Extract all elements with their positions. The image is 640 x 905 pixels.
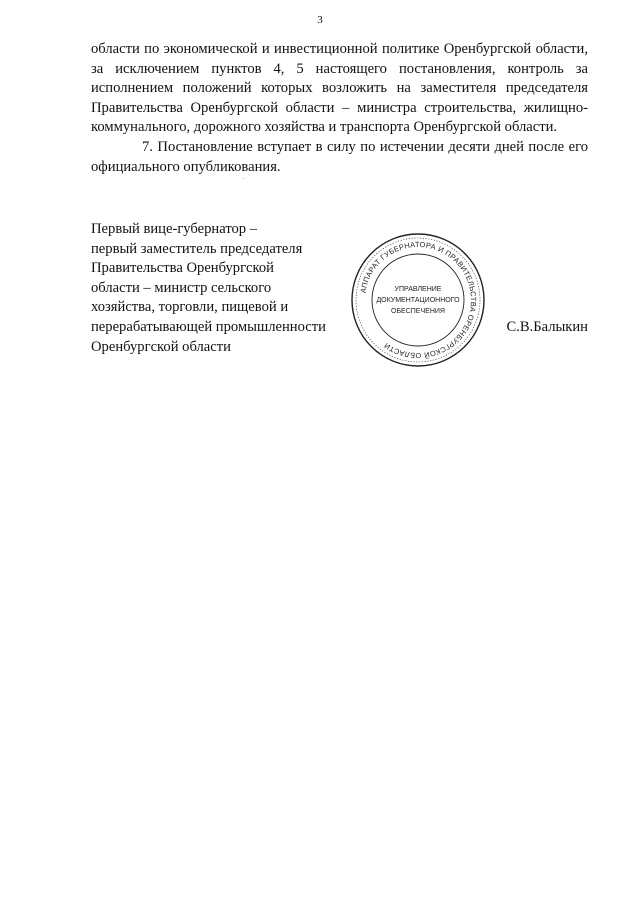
signatory-title-line: Правительства Оренбургской — [91, 260, 274, 277]
signatory-title-line: перерабатывающей промышленности — [91, 318, 326, 335]
signatory-title — [91, 220, 351, 357]
signatory-title-line: первый заместитель председателя — [91, 240, 303, 257]
scan-speck — [243, 178, 244, 179]
signatory-title-line: Оренбургской области — [91, 338, 231, 355]
seal-center-line: УПРАВЛЕНИЕ — [394, 286, 442, 293]
signatory-title-line: Первый вице-губернатор – — [91, 221, 258, 237]
paragraph-7: 7. Постановление вступает в силу по истечении десяти дней после его официального опубликования. — [91, 138, 588, 175]
signatory-title-line: хозяйства, торговли, пищевой и — [91, 299, 289, 316]
seal-ring-textpath: АППАРАТ ГУБЕРНАТОРА И ПРАВИТЕЛЬСТВА ОРЕНБУРГСКОЙ ОБЛАСТИ — [358, 239, 479, 361]
seal-center-line: ОБЕСПЕЧЕНИЯ — [391, 308, 445, 315]
document-body — [91, 40, 588, 177]
seal-graphic — [349, 231, 487, 369]
signatory-name: С.В.Балыкин — [506, 319, 588, 335]
paragraph-continued: области по экономической и инвестиционной политике Оренбургской области, за исключением пунктов 4, 5 настоящего постановления, контроль за исполнением положений которых возложить на заместителя председателя Правительства Оренбургской области – министра строительства, жилищно-коммунального, дорожного хозяйства и транспорта Оренбургской области. — [91, 41, 588, 136]
page-number: 3 — [317, 14, 323, 26]
signatory-title-line: области – министр сельского — [91, 279, 272, 296]
official-seal — [349, 231, 487, 369]
seal-center-line: ДОКУМЕНТАЦИОННОГО — [376, 297, 460, 304]
